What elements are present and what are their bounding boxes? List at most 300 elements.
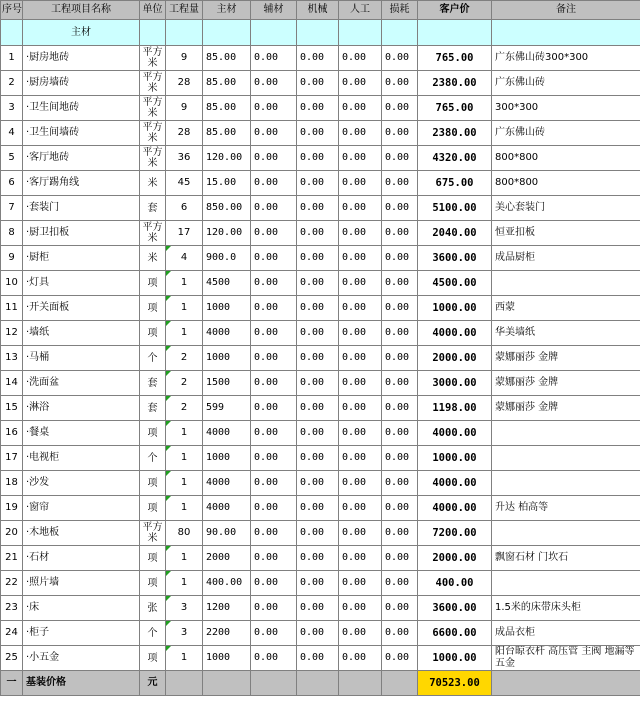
row-labor <box>339 421 382 446</box>
row-item <box>23 321 140 346</box>
row-price <box>418 246 492 271</box>
row-loss <box>382 371 418 396</box>
row-qty <box>166 296 203 321</box>
row-price <box>418 521 492 546</box>
row-aux <box>251 471 297 496</box>
row-qty <box>166 71 203 96</box>
row-note-text: 800*800 <box>495 177 539 188</box>
row-loss-text: 0.00 <box>385 502 410 513</box>
row-price <box>418 371 492 396</box>
row-main-text: 1000 <box>206 652 231 663</box>
row-note-text: 广东佛山砖300*300 <box>495 52 589 63</box>
row-no <box>1 371 23 396</box>
row-note <box>492 246 640 271</box>
row-labor <box>339 296 382 321</box>
row-no <box>1 121 23 146</box>
row-aux-text: 0.00 <box>254 102 279 113</box>
header-no: 序号 <box>1 1 23 20</box>
row-main-text: 400.00 <box>206 577 243 588</box>
row-unit <box>140 296 166 321</box>
row-unit <box>140 621 166 646</box>
row-item <box>23 496 140 521</box>
row-loss-text: 0.00 <box>385 277 410 288</box>
row-labor-text: 0.00 <box>342 352 367 363</box>
row-no <box>1 221 23 246</box>
row-note <box>492 571 640 596</box>
row-labor <box>339 221 382 246</box>
row-unit <box>140 46 166 71</box>
row-aux <box>251 96 297 121</box>
row-unit-text: 套 <box>147 402 158 414</box>
row-price <box>418 46 492 71</box>
row-main <box>203 571 251 596</box>
row-unit <box>140 521 166 546</box>
row-mech <box>297 471 339 496</box>
row-loss <box>382 496 418 521</box>
row-item <box>23 546 140 571</box>
row-price-text: 6600.00 <box>432 627 477 639</box>
row-loss-text: 0.00 <box>385 377 410 388</box>
row-note <box>492 121 640 146</box>
row-item-text: ·餐桌 <box>26 427 50 438</box>
row-price <box>418 171 492 196</box>
row-labor-text: 0.00 <box>342 602 367 613</box>
row-unit <box>140 446 166 471</box>
row-mech <box>297 371 339 396</box>
table-row <box>1 71 640 96</box>
row-no-text: 8 <box>8 227 15 238</box>
row-aux-text: 0.00 <box>254 302 279 313</box>
row-item-text: ·厨卫扣板 <box>26 227 70 238</box>
row-main <box>203 471 251 496</box>
row-main-text: 4000 <box>206 502 231 513</box>
row-qty-text: 36 <box>177 152 191 163</box>
row-labor <box>339 346 382 371</box>
row-main <box>203 421 251 446</box>
row-mech <box>297 496 339 521</box>
row-unit <box>140 546 166 571</box>
row-mech <box>297 321 339 346</box>
header-item: 工程项目名称 <box>23 1 140 20</box>
row-no <box>1 546 23 571</box>
comment-marker-icon <box>166 621 171 626</box>
row-unit <box>140 121 166 146</box>
row-no <box>1 621 23 646</box>
row-unit-text: 米 <box>147 177 158 189</box>
row-aux <box>251 621 297 646</box>
row-note <box>492 321 640 346</box>
row-main-text: 4000 <box>206 477 231 488</box>
total-empty <box>166 671 203 696</box>
row-loss-text: 0.00 <box>385 627 410 638</box>
row-note <box>492 446 640 471</box>
row-aux-text: 0.00 <box>254 627 279 638</box>
row-mech-text: 0.00 <box>300 502 325 513</box>
row-main-text: 1000 <box>206 302 231 313</box>
row-price <box>418 271 492 296</box>
row-main <box>203 171 251 196</box>
row-labor <box>339 146 382 171</box>
header-mech: 机械 <box>297 1 339 20</box>
row-item <box>23 146 140 171</box>
row-price-text: 4320.00 <box>432 152 477 164</box>
row-price-text: 4500.00 <box>432 277 477 289</box>
row-qty <box>166 271 203 296</box>
comment-marker-icon <box>166 646 171 651</box>
row-main <box>203 346 251 371</box>
row-no-text: 7 <box>8 202 15 213</box>
row-qty <box>166 246 203 271</box>
row-item-text: ·石材 <box>26 552 50 563</box>
row-aux <box>251 421 297 446</box>
row-qty-text: 2 <box>180 402 188 413</box>
row-main-text: 2000 <box>206 552 231 563</box>
row-price <box>418 321 492 346</box>
header-unit: 单位 <box>140 1 166 20</box>
row-mech <box>297 171 339 196</box>
total-row <box>1 671 640 696</box>
row-item <box>23 346 140 371</box>
row-unit <box>140 646 166 671</box>
row-no-text: 16 <box>5 427 18 438</box>
row-price <box>418 621 492 646</box>
row-main <box>203 621 251 646</box>
row-main <box>203 246 251 271</box>
row-labor-text: 0.00 <box>342 127 367 138</box>
row-aux-text: 0.00 <box>254 427 279 438</box>
table-row <box>1 446 640 471</box>
comment-marker-icon <box>166 596 171 601</box>
row-price <box>418 596 492 621</box>
row-unit-text: 米 <box>147 252 158 264</box>
row-note <box>492 396 640 421</box>
row-aux-text: 0.00 <box>254 327 279 338</box>
row-price <box>418 121 492 146</box>
row-no-text: 4 <box>8 127 15 138</box>
row-labor-text: 0.00 <box>342 52 367 63</box>
row-unit <box>140 196 166 221</box>
section-cell <box>339 20 382 46</box>
row-qty-text: 6 <box>180 202 188 213</box>
row-aux <box>251 71 297 96</box>
row-main <box>203 71 251 96</box>
row-unit-text: 平方米 <box>142 147 163 169</box>
row-labor-text: 0.00 <box>342 227 367 238</box>
row-main-text: 15.00 <box>206 177 237 188</box>
row-price <box>418 346 492 371</box>
row-qty <box>166 471 203 496</box>
row-labor-text: 0.00 <box>342 177 367 188</box>
table-row <box>1 196 640 221</box>
row-unit <box>140 71 166 96</box>
row-no <box>1 521 23 546</box>
row-price-text: 2040.00 <box>432 227 477 239</box>
section-cell <box>297 20 339 46</box>
comment-marker-icon <box>166 371 171 376</box>
row-mech <box>297 446 339 471</box>
row-main <box>203 196 251 221</box>
row-note-text: 蒙娜丽莎 金牌 <box>495 377 559 388</box>
row-qty-text: 1 <box>180 452 188 463</box>
row-item-text: ·厨房墙砖 <box>26 77 70 88</box>
row-labor <box>339 46 382 71</box>
row-item <box>23 396 140 421</box>
row-note <box>492 46 640 71</box>
row-item <box>23 271 140 296</box>
row-mech-text: 0.00 <box>300 102 325 113</box>
row-item-text: ·套装门 <box>26 202 60 213</box>
row-note-text: 西蒙 <box>495 302 515 313</box>
row-main-text: 2200 <box>206 627 231 638</box>
row-item <box>23 421 140 446</box>
section-cell <box>251 20 297 46</box>
comment-marker-icon <box>166 346 171 351</box>
row-main-text: 850.00 <box>206 202 243 213</box>
row-item-text: ·卫生间墙砖 <box>26 127 80 138</box>
section-cell <box>203 20 251 46</box>
row-item <box>23 571 140 596</box>
row-price-text: 1000.00 <box>432 302 477 314</box>
row-loss-text: 0.00 <box>385 127 410 138</box>
row-qty-text: 17 <box>177 227 191 238</box>
row-aux-text: 0.00 <box>254 577 279 588</box>
row-no-text: 11 <box>5 302 18 313</box>
row-no <box>1 421 23 446</box>
row-unit <box>140 346 166 371</box>
row-item <box>23 646 140 671</box>
row-loss <box>382 71 418 96</box>
table-row <box>1 521 640 546</box>
row-price <box>418 496 492 521</box>
row-main <box>203 496 251 521</box>
row-no-text: 23 <box>5 602 18 613</box>
row-unit-text: 项 <box>147 327 158 339</box>
row-qty <box>166 521 203 546</box>
row-aux <box>251 371 297 396</box>
section-cell <box>418 20 492 46</box>
row-item <box>23 221 140 246</box>
row-main <box>203 521 251 546</box>
row-mech-text: 0.00 <box>300 627 325 638</box>
row-item <box>23 171 140 196</box>
row-aux <box>251 171 297 196</box>
row-price-text: 2380.00 <box>432 77 477 89</box>
row-qty-text: 28 <box>177 77 191 88</box>
row-unit-text: 平方米 <box>142 97 163 119</box>
row-main <box>203 96 251 121</box>
row-loss-text: 0.00 <box>385 52 410 63</box>
row-price <box>418 646 492 671</box>
row-labor-text: 0.00 <box>342 152 367 163</box>
row-labor <box>339 471 382 496</box>
row-main-text: 1200 <box>206 602 231 613</box>
table-row <box>1 646 640 671</box>
total-empty <box>492 671 640 696</box>
row-main <box>203 396 251 421</box>
row-aux <box>251 346 297 371</box>
row-price-text: 765.00 <box>435 102 474 114</box>
total-empty <box>203 671 251 696</box>
table-row <box>1 96 640 121</box>
row-loss-text: 0.00 <box>385 177 410 188</box>
row-mech <box>297 246 339 271</box>
row-price-text: 3600.00 <box>432 602 477 614</box>
row-price <box>418 146 492 171</box>
row-loss <box>382 96 418 121</box>
row-qty <box>166 371 203 396</box>
row-price-text: 1000.00 <box>432 452 477 464</box>
row-no-text: 15 <box>5 402 18 413</box>
row-aux-text: 0.00 <box>254 277 279 288</box>
row-main-text: 599 <box>206 402 225 413</box>
row-no <box>1 296 23 321</box>
row-price-text: 675.00 <box>435 177 474 189</box>
row-aux <box>251 596 297 621</box>
row-loss <box>382 321 418 346</box>
row-labor <box>339 321 382 346</box>
row-no-text: 6 <box>8 177 15 188</box>
row-loss <box>382 271 418 296</box>
row-note <box>492 146 640 171</box>
row-mech <box>297 296 339 321</box>
row-unit-text: 项 <box>147 552 158 564</box>
total-label: 基装价格 <box>23 671 140 696</box>
row-price <box>418 471 492 496</box>
row-unit-text: 个 <box>147 352 158 364</box>
table-row <box>1 546 640 571</box>
row-note-text: 阳台晾衣杆 高压管 主阀 地漏等五金 <box>495 646 635 669</box>
comment-marker-icon <box>166 246 171 251</box>
row-unit-text: 平方米 <box>142 47 163 69</box>
row-loss <box>382 546 418 571</box>
row-no <box>1 171 23 196</box>
row-mech <box>297 621 339 646</box>
table-row <box>1 296 640 321</box>
row-price-text: 5100.00 <box>432 202 477 214</box>
row-no-text: 10 <box>5 277 18 288</box>
row-main-text: 900.0 <box>206 252 237 263</box>
row-unit-text: 套 <box>147 377 158 389</box>
row-note <box>492 221 640 246</box>
section-cell <box>1 20 23 46</box>
row-mech <box>297 221 339 246</box>
row-mech-text: 0.00 <box>300 477 325 488</box>
row-loss <box>382 396 418 421</box>
row-item-text: ·窗帘 <box>26 502 50 513</box>
row-main-text: 1000 <box>206 352 231 363</box>
comment-marker-icon <box>166 396 171 401</box>
row-aux-text: 0.00 <box>254 377 279 388</box>
row-unit-text: 平方米 <box>142 122 163 144</box>
section-label: 主材 <box>23 20 140 46</box>
row-aux-text: 0.00 <box>254 602 279 613</box>
row-labor-text: 0.00 <box>342 427 367 438</box>
row-unit-text: 项 <box>147 502 158 514</box>
row-aux <box>251 296 297 321</box>
row-aux-text: 0.00 <box>254 477 279 488</box>
row-qty <box>166 496 203 521</box>
row-labor <box>339 121 382 146</box>
row-item-text: ·灯具 <box>26 277 50 288</box>
row-labor <box>339 96 382 121</box>
row-aux <box>251 521 297 546</box>
row-note-text: 升达 柏高等 <box>495 502 549 513</box>
row-loss <box>382 296 418 321</box>
row-main <box>203 271 251 296</box>
row-qty-text: 1 <box>180 277 188 288</box>
row-note <box>492 271 640 296</box>
row-labor-text: 0.00 <box>342 652 367 663</box>
row-no-text: 9 <box>8 252 15 263</box>
row-aux-text: 0.00 <box>254 77 279 88</box>
row-note-text: 800*800 <box>495 152 539 163</box>
row-qty-text: 28 <box>177 127 191 138</box>
row-no <box>1 446 23 471</box>
row-price-text: 400.00 <box>435 577 474 589</box>
row-labor-text: 0.00 <box>342 527 367 538</box>
row-loss-text: 0.00 <box>385 252 410 263</box>
row-no <box>1 496 23 521</box>
row-aux-text: 0.00 <box>254 502 279 513</box>
row-mech <box>297 271 339 296</box>
total-price: 70523.00 <box>418 671 492 696</box>
row-item <box>23 621 140 646</box>
row-mech <box>297 121 339 146</box>
row-price <box>418 221 492 246</box>
row-qty <box>166 221 203 246</box>
row-no-text: 3 <box>8 102 15 113</box>
row-unit-text: 项 <box>147 302 158 314</box>
row-mech-text: 0.00 <box>300 127 325 138</box>
row-note <box>492 546 640 571</box>
row-unit <box>140 571 166 596</box>
row-labor <box>339 246 382 271</box>
row-main-text: 85.00 <box>206 52 237 63</box>
row-price-text: 4000.00 <box>432 327 477 339</box>
row-labor-text: 0.00 <box>342 302 367 313</box>
row-aux <box>251 571 297 596</box>
section-cell <box>166 20 203 46</box>
row-mech-text: 0.00 <box>300 577 325 588</box>
row-loss-text: 0.00 <box>385 352 410 363</box>
row-qty-text: 9 <box>180 52 188 63</box>
row-qty <box>166 396 203 421</box>
row-main-text: 90.00 <box>206 527 237 538</box>
row-price <box>418 546 492 571</box>
row-qty <box>166 346 203 371</box>
row-item <box>23 471 140 496</box>
row-main <box>203 221 251 246</box>
row-loss-text: 0.00 <box>385 77 410 88</box>
total-no: 一 <box>1 671 23 696</box>
row-labor-text: 0.00 <box>342 577 367 588</box>
header-aux: 辅材 <box>251 1 297 20</box>
row-qty <box>166 196 203 221</box>
row-qty-text: 1 <box>180 477 188 488</box>
row-no <box>1 196 23 221</box>
row-no <box>1 646 23 671</box>
row-mech-text: 0.00 <box>300 77 325 88</box>
row-labor-text: 0.00 <box>342 627 367 638</box>
row-main-text: 1000 <box>206 452 231 463</box>
row-main <box>203 646 251 671</box>
row-note-text: 广东佛山砖 <box>495 127 545 138</box>
row-aux-text: 0.00 <box>254 527 279 538</box>
row-no-text: 18 <box>5 477 18 488</box>
row-note <box>492 71 640 96</box>
row-unit <box>140 371 166 396</box>
row-main <box>203 371 251 396</box>
